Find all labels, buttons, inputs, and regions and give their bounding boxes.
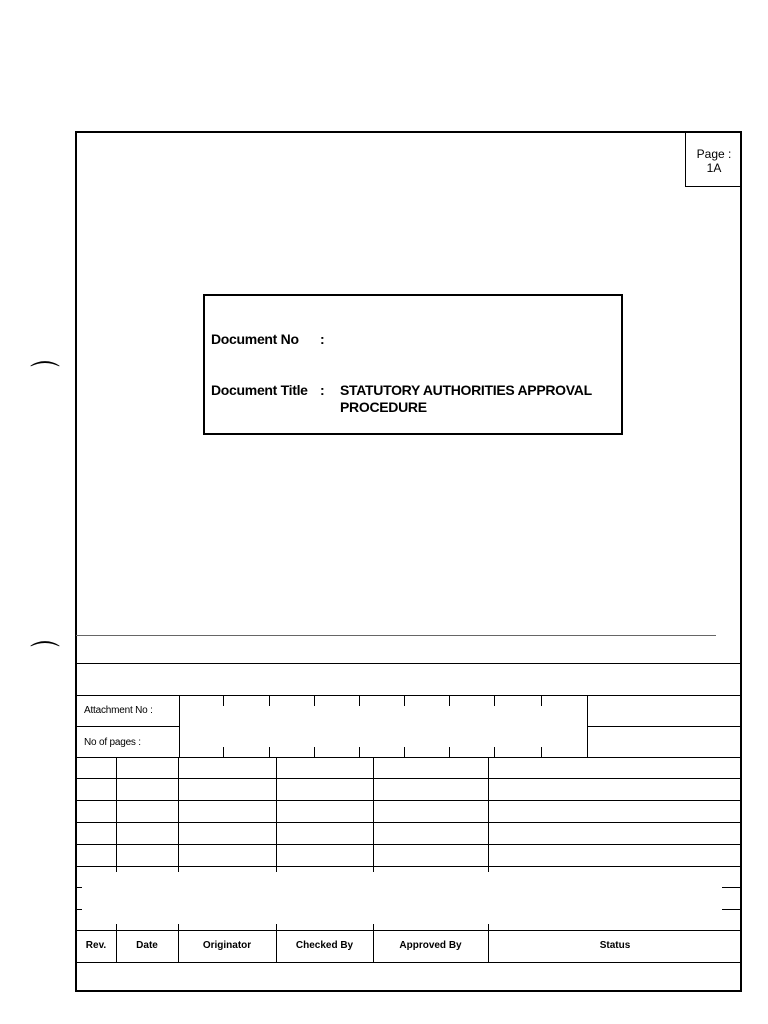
margin-tick-left (76, 909, 82, 910)
margin-tick-right (722, 909, 742, 910)
attachment-box-left (179, 695, 180, 757)
tick-bottom (494, 747, 495, 757)
document-no-separator: : (320, 331, 325, 347)
tick-top (449, 696, 450, 706)
tick-bottom (223, 747, 224, 757)
tick-bottom (359, 747, 360, 757)
rev-row-line (76, 844, 742, 845)
tick-bottom (269, 747, 270, 757)
rev-col-line (116, 757, 117, 872)
margin-tick-left (76, 887, 82, 888)
tick-bottom (404, 747, 405, 757)
rev-col-line (488, 757, 489, 872)
tick-top (541, 696, 542, 706)
page-number-box (685, 132, 742, 187)
header-top-line (76, 930, 742, 931)
rev-row-line (76, 757, 742, 758)
tick-bottom (449, 747, 450, 757)
tick-top (269, 696, 270, 706)
document-title-line1: STATUTORY AUTHORITIES APPROVAL (340, 382, 592, 398)
page-frame (75, 131, 742, 992)
header-checked-by: Checked By (295, 940, 354, 951)
tick-top (314, 696, 315, 706)
attachment-no-label: Attachment No : (84, 705, 153, 716)
header-approved-by: Approved By (399, 940, 462, 951)
header-rev: Rev. (85, 940, 107, 951)
tick-top (359, 696, 360, 706)
tick-top (494, 696, 495, 706)
document-no-label: Document No (211, 331, 299, 347)
header-bottom-line (76, 962, 742, 963)
rev-row-line (76, 778, 742, 779)
attachment-divider (76, 726, 179, 727)
header-originator: Originator (202, 940, 252, 951)
rev-row-line (76, 800, 742, 801)
punch-mark-bottom: ⌒ (30, 640, 60, 675)
no-of-pages-label: No of pages : (84, 737, 141, 748)
margin-tick-right (722, 887, 742, 888)
tick-bottom (541, 747, 542, 757)
rev-col-line (373, 757, 374, 872)
rule-1 (76, 635, 716, 636)
document-title-label: Document Title (211, 382, 308, 398)
attachment-right-rule (587, 726, 742, 727)
rev-row-line (76, 866, 742, 867)
tick-top (223, 696, 224, 706)
rule-3 (76, 695, 742, 696)
rev-col-line (178, 757, 179, 872)
page-number: 1A (706, 161, 722, 175)
rule-2 (76, 663, 742, 664)
header-status: Status (599, 940, 631, 951)
rev-col-line (276, 757, 277, 872)
document-title-separator: : (320, 382, 325, 398)
tick-bottom (314, 747, 315, 757)
page-label: Page : (696, 147, 732, 161)
tick-top (404, 696, 405, 706)
rev-row-line (76, 822, 742, 823)
document-title-line2: PROCEDURE (340, 399, 427, 415)
punch-mark-top: ⌒ (30, 360, 60, 395)
header-date: Date (136, 940, 158, 951)
